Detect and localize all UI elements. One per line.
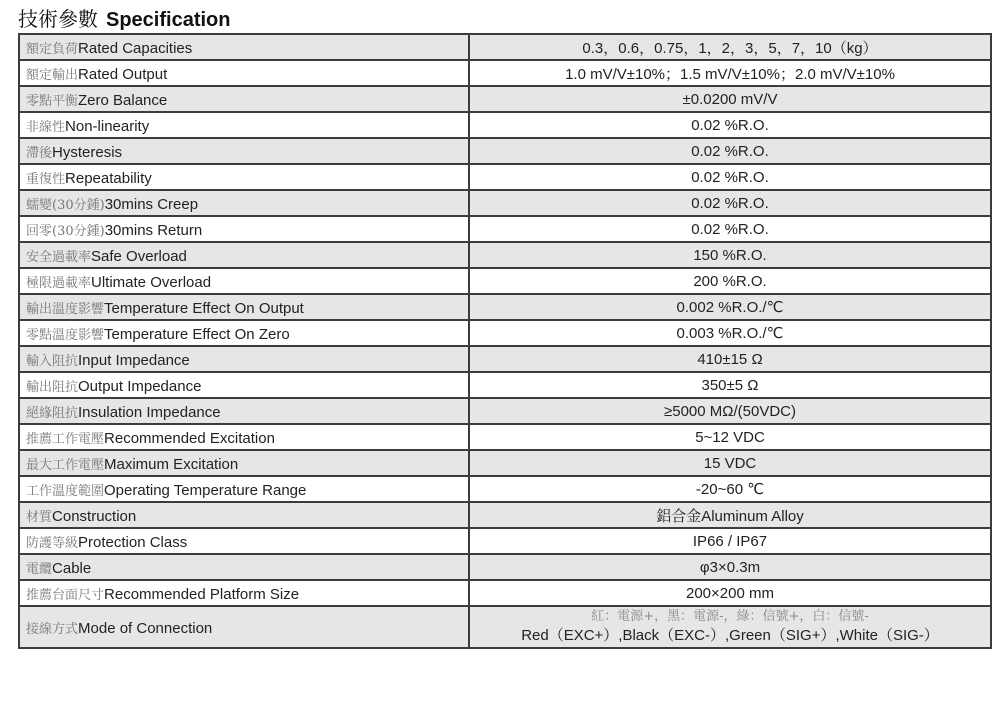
spec-table-body [19, 34, 991, 648]
param-value: 0.02 %R.O. [469, 112, 991, 138]
connection-label-zh: 接線方式 [26, 621, 79, 637]
param-label-zh: 額定負荷 [26, 41, 79, 57]
param-label [19, 476, 469, 502]
param-value: IP66 / IP67 [469, 528, 991, 554]
param-label [19, 528, 469, 554]
param-label [19, 502, 469, 528]
title-en: Specification [106, 9, 231, 31]
param-label-en: Cable [52, 559, 92, 577]
param-label-en: Zero Balance [78, 91, 168, 109]
param-label [19, 138, 469, 164]
param-label [19, 346, 469, 372]
param-label-en: Operating Temperature Range [104, 481, 307, 499]
param-label-en: 30mins Return [104, 221, 203, 239]
param-label-en: 30mins Creep [104, 195, 199, 213]
table-row [19, 294, 991, 320]
param-label-zh: 非線性 [26, 119, 66, 135]
param-label-zh: 額定輸出 [26, 67, 79, 83]
param-label-zh: 最大工作電壓 [26, 457, 105, 473]
param-label [19, 34, 469, 60]
param-label-zh: 極限過載率 [26, 275, 92, 291]
param-label-zh: 工作溫度範圍 [26, 483, 105, 499]
param-label-en: Output Impedance [78, 377, 202, 395]
param-value: 350±5 Ω [469, 372, 991, 398]
param-label-zh: 材質 [26, 509, 53, 525]
param-value: 0.02 %R.O. [469, 164, 991, 190]
param-label-zh: 輸出溫度影響 [26, 301, 105, 317]
param-value: φ3×0.3m [469, 554, 991, 580]
param-label-zh: 零點溫度影響 [26, 327, 105, 343]
param-label [19, 294, 469, 320]
param-value: 15 VDC [469, 450, 991, 476]
param-label [19, 190, 469, 216]
table-row [19, 190, 991, 216]
param-label-en: Rated Capacities [78, 39, 193, 57]
param-label-en: Non-linearity [65, 117, 150, 135]
param-label-zh: 滯後 [26, 145, 53, 161]
param-label [19, 268, 469, 294]
param-label-en: Construction [52, 507, 137, 525]
param-label-en: Hysteresis [52, 143, 123, 161]
param-label [19, 372, 469, 398]
param-label-en: Repeatability [65, 169, 152, 187]
table-row [19, 320, 991, 346]
param-value: 150 %R.O. [469, 242, 991, 268]
param-label [19, 216, 469, 242]
table-row [19, 372, 991, 398]
connection-label [19, 606, 469, 648]
param-value: 410±15 Ω [469, 346, 991, 372]
table-row [19, 268, 991, 294]
param-label-en: Protection Class [78, 533, 188, 551]
table-row [19, 528, 991, 554]
param-value: 200×200 mm [469, 580, 991, 606]
param-value: -20~60 ℃ [469, 476, 991, 502]
connection-value-zh: 紅：電源+，黑：電源-，綠：信號+，白：信號- [591, 609, 869, 624]
title-zh: 技術參數 [18, 9, 98, 31]
param-label [19, 554, 469, 580]
param-label [19, 398, 469, 424]
table-row [19, 346, 991, 372]
param-value: 0.003 %R.O./℃ [469, 320, 991, 346]
table-row [19, 502, 991, 528]
table-row [19, 580, 991, 606]
page-title [18, 7, 230, 33]
param-label-en: Temperature Effect On Zero [104, 325, 290, 343]
param-label-zh: 回零(30分鍾) [26, 223, 105, 239]
param-label [19, 242, 469, 268]
table-row [19, 112, 991, 138]
param-value: 0.002 %R.O./℃ [469, 294, 991, 320]
param-label-en: Recommended Excitation [104, 429, 275, 447]
param-label-zh: 電纜 [26, 561, 53, 577]
connection-value [469, 606, 991, 648]
param-value: ≥5000 MΩ/(50VDC) [469, 398, 991, 424]
param-value: 0.3，0.6，0.75，1，2，3，5，7，10（kg） [469, 34, 991, 60]
param-label [19, 450, 469, 476]
table-row [19, 398, 991, 424]
param-label-en: Input Impedance [78, 351, 190, 369]
table-row [19, 216, 991, 242]
param-label-zh: 蠕變(30分鍾) [26, 197, 105, 213]
connection-value-en: Red（EXC+）,Black（EXC-）,Green（SIG+）,White（SIG-） [521, 627, 939, 644]
connection-row [19, 606, 991, 648]
table-row [19, 164, 991, 190]
param-label [19, 86, 469, 112]
param-value: 0.02 %R.O. [469, 190, 991, 216]
table-row [19, 138, 991, 164]
param-value: 0.02 %R.O. [469, 216, 991, 242]
param-label [19, 580, 469, 606]
table-row [19, 86, 991, 112]
param-value: 1.0 mV/V±10%；1.5 mV/V±10%；2.0 mV/V±10% [469, 60, 991, 86]
param-label-en: Maximum Excitation [104, 455, 239, 473]
param-label-zh: 零點平衡 [26, 93, 79, 109]
param-value: 鋁合金Aluminum Alloy [469, 502, 991, 528]
param-label-en: Temperature Effect On Output [104, 299, 304, 317]
param-value: 0.02 %R.O. [469, 138, 991, 164]
param-label [19, 112, 469, 138]
table-row [19, 34, 991, 60]
param-label-en: Ultimate Overload [91, 273, 212, 291]
spec-table [18, 33, 992, 649]
param-label [19, 60, 469, 86]
param-label [19, 320, 469, 346]
param-label [19, 424, 469, 450]
param-label-zh: 輸入阻抗 [26, 353, 79, 369]
param-value: ±0.0200 mV/V [469, 86, 991, 112]
param-label-en: Safe Overload [91, 247, 187, 265]
table-row [19, 450, 991, 476]
param-label-zh: 輸出阻抗 [26, 379, 79, 395]
table-row [19, 476, 991, 502]
param-label-zh: 重復性 [26, 171, 66, 187]
param-label-zh: 防護等級 [26, 535, 79, 551]
param-label-en: Rated Output [78, 65, 168, 83]
param-label-zh: 推薦台面尺寸 [26, 587, 105, 603]
param-label-en: Recommended Platform Size [104, 585, 300, 603]
param-label-zh: 絕緣阻抗 [26, 405, 79, 421]
table-row [19, 60, 991, 86]
param-label-zh: 安全過載率 [26, 249, 92, 265]
param-label [19, 164, 469, 190]
table-row [19, 424, 991, 450]
param-value: 5~12 VDC [469, 424, 991, 450]
table-row [19, 242, 991, 268]
param-value: 200 %R.O. [469, 268, 991, 294]
param-label-en: Insulation Impedance [78, 403, 221, 421]
param-label-zh: 推薦工作電壓 [26, 431, 105, 447]
connection-label-en: Mode of Connection [78, 619, 213, 637]
table-row [19, 554, 991, 580]
